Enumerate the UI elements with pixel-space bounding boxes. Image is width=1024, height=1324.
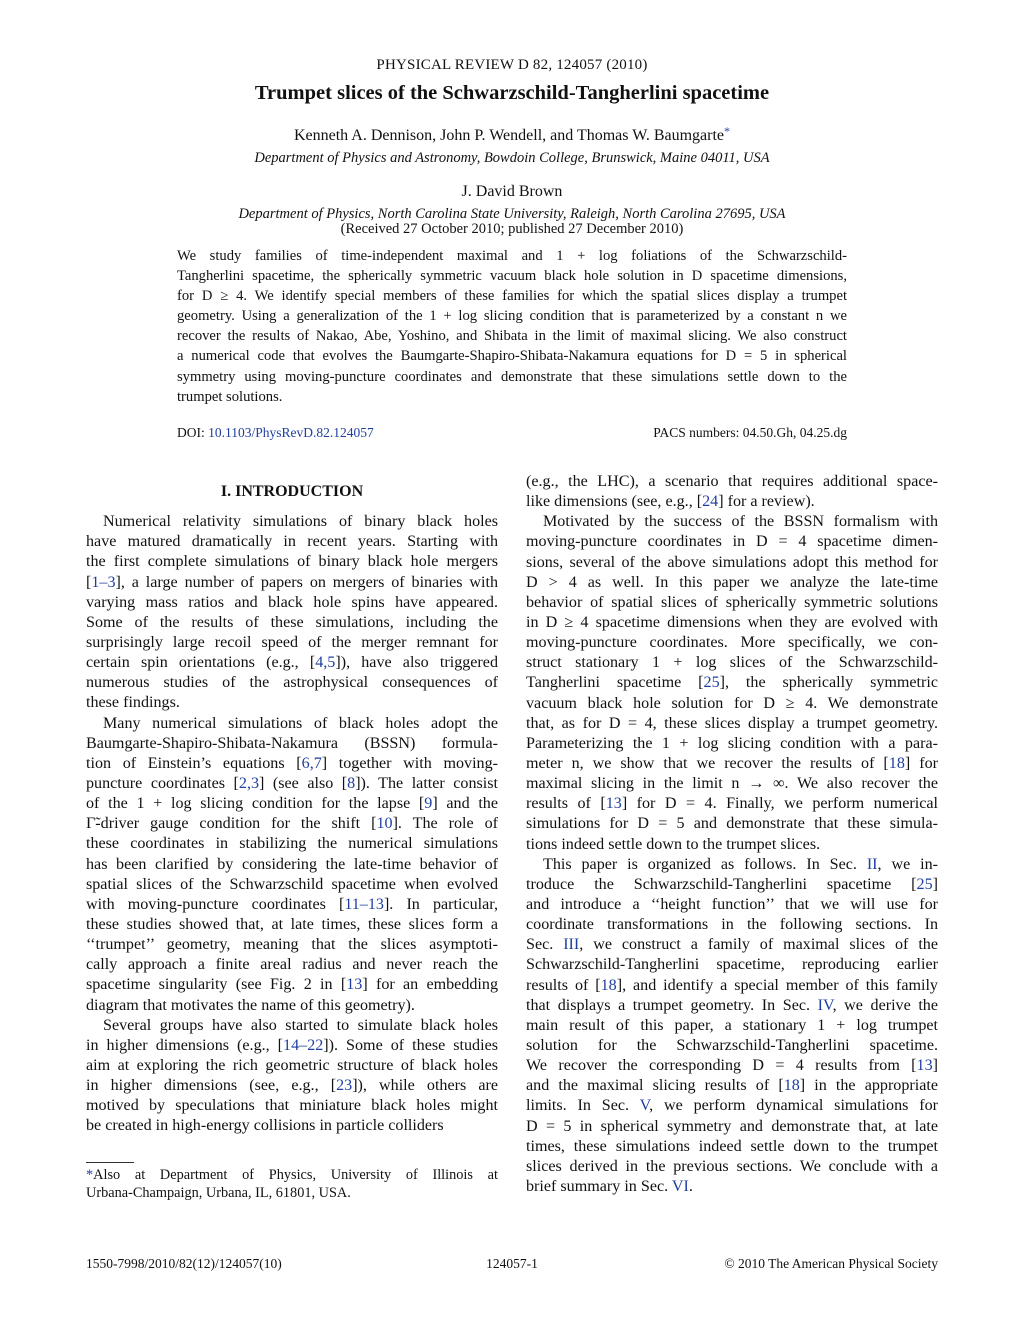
text-line: results of [13] for D = 4. Finally, we perform numerical bbox=[526, 795, 938, 813]
text-line: We study families of time-independent maximal and 1 + log foliations of the Schwarzschild- bbox=[177, 248, 847, 264]
paragraph bbox=[526, 855, 938, 1197]
abstract bbox=[177, 246, 847, 407]
text-line: these studies showed that, at late times, these slices form a bbox=[86, 915, 498, 933]
text-line: *Also at Department of Physics, University of Illinois at bbox=[86, 1167, 498, 1183]
text-line: these findings. bbox=[86, 694, 180, 712]
text-line: has been clarified by considering the late-time behavior of bbox=[86, 855, 498, 873]
text-line: Parameterizing the 1 + log slicing condition with a para- bbox=[526, 734, 938, 752]
text-line: geometry. Using a generalization of the 1 + log slicing condition that is parameterized by a constant n we bbox=[177, 308, 847, 325]
text-line: be created in high-energy collisions in particle colliders bbox=[86, 1117, 444, 1135]
text-line: and the maximal slicing results of [18] in the appropriate bbox=[526, 1077, 938, 1095]
text-line: (e.g., the LHC), a scenario that requires additional space- bbox=[526, 473, 938, 490]
text-line: certain spin orientations (e.g., [4,5]), have also triggered bbox=[86, 654, 498, 672]
section-heading: I. INTRODUCTION bbox=[220, 483, 364, 500]
text-line: slices derived in the previous sections. We conclude with a bbox=[526, 1157, 938, 1175]
text-line: for D ≥ 4. We identify special members of these families for which the spatial slices display a trumpet bbox=[177, 288, 847, 305]
received-dates: (Received 27 October 2010; published 27 December 2010) bbox=[340, 221, 684, 237]
text-line: We recover the corresponding D = 4 results from [13] bbox=[526, 1057, 938, 1075]
left-column bbox=[86, 472, 498, 1137]
issn-code: 1550-7998/2010/82(12)/124057(10) bbox=[86, 1256, 282, 1271]
text-line: Numerical relativity simulations of binary black holes bbox=[103, 513, 498, 531]
footnote bbox=[86, 1166, 498, 1202]
text-line: Γ̃-driver gauge condition for the shift [10]. The role of bbox=[86, 815, 498, 833]
text-line: vacuum black hole solution for D ≥ 4. We demonstrate bbox=[526, 694, 938, 712]
text-line: puncture coordinates [2,3] (see also [8]). The latter consist bbox=[86, 774, 498, 792]
footnote-divider bbox=[86, 1162, 134, 1163]
text-line: Urbana-Champaign, Urbana, IL, 61801, USA. bbox=[86, 1185, 351, 1201]
author-list-1 bbox=[0, 124, 1024, 145]
text-line: Schwarzschild-Tangherlini spacetime, reproducing earlier bbox=[526, 956, 938, 974]
text-line: Tangherlini spacetime [25], the spherically symmetric bbox=[526, 674, 938, 692]
text-line: recover the results of Nakao, Abe, Yoshino, and Shibata in the limit of maximal slicing. We also construct bbox=[177, 328, 847, 345]
paragraph bbox=[86, 512, 498, 713]
text-line: in D ≥ 4 spacetime dimensions when they are evolved with bbox=[526, 613, 938, 631]
text-line: like dimensions (see, e.g., [24] for a review). bbox=[526, 493, 815, 511]
text-line: ‘‘trumpet’’ geometry, meaning that the slices asymptoti- bbox=[86, 936, 498, 954]
doi-label: DOI: bbox=[177, 425, 205, 440]
text-line: solution for the Schwarzschild-Tangherlini spacetime. bbox=[526, 1036, 938, 1054]
text-line: varying mass ratios and black hole spins have appeared. bbox=[86, 593, 498, 611]
text-line: This paper is organized as follows. In Sec. II, we in- bbox=[543, 855, 938, 873]
copyright: © 2010 The American Physical Society bbox=[724, 1256, 938, 1271]
text-line: [1–3], a large number of papers on mergers of binaries with bbox=[86, 573, 498, 591]
affiliation-2: Department of Physics, North Carolina State University, Raleigh, North Carolina 27695, USA bbox=[238, 206, 786, 222]
text-line: motived by speculations that miniature black holes might bbox=[86, 1097, 498, 1115]
text-line: coordinate transformations in the following sections. In bbox=[526, 916, 938, 934]
author-list-2: J. David Brown bbox=[461, 183, 563, 200]
text-line: struct stationary 1 + log slices of the Schwarzschild- bbox=[526, 654, 938, 672]
text-line: moving-puncture coordinates. More specifically, we con- bbox=[526, 634, 938, 652]
text-line: a numerical code that evolves the Baumgarte-Shapiro-Shibata-Nakamura equations for D = 5 in spherical bbox=[177, 348, 847, 365]
text-line: meter n, we show that we recover the results of [18] for bbox=[526, 754, 938, 772]
text-line: diagram that motivates the name of this geometry). bbox=[86, 996, 415, 1014]
text-line: Several groups have also started to simulate black holes bbox=[103, 1016, 498, 1034]
pacs-numbers: PACS numbers: 04.50.Gh, 04.25.dg bbox=[653, 425, 847, 440]
paragraph bbox=[86, 1016, 498, 1137]
page-number: 124057-1 bbox=[486, 1256, 538, 1271]
text-line: numerous studies of the astrophysical consequences of bbox=[86, 674, 498, 692]
text-line: in higher dimensions (e.g., [14–22]). Some of these studies bbox=[86, 1036, 498, 1054]
text-line: moving-puncture coordinates in D = 4 spacetime dimen- bbox=[526, 533, 938, 551]
text-line: tions indeed settle down to the trumpet slices. bbox=[526, 835, 821, 853]
text-line: these coordinates in stabilizing the numerical simulations bbox=[86, 835, 498, 853]
text-line: results of [18], and identify a special member of this family bbox=[526, 976, 938, 994]
journal-header: PHYSICAL REVIEW D 82, 124057 (2010) bbox=[376, 57, 648, 73]
affiliation-1: Department of Physics and Astronomy, Bowdoin College, Brunswick, Maine 04011, USA bbox=[254, 150, 770, 166]
text-line: Tangherlini spacetime, the spherically symmetric vacuum black hole solution in D spacetime dimensions, bbox=[177, 268, 847, 285]
text-line: spatial slices of the Schwarzschild spacetime when evolved bbox=[86, 875, 498, 893]
text-line: symmetry using moving-puncture coordinates and demonstrate that these simulations settle down to the bbox=[177, 368, 847, 385]
text-line: that, as for D = 4, these slices display a trumpet geometry. bbox=[526, 714, 938, 732]
text-line: aim at exploring the rich geometric structure of black holes bbox=[86, 1056, 498, 1074]
text-line: that displays a trumpet geometry. In Sec. IV, we derive the bbox=[526, 996, 938, 1014]
text-line: D = 5 in spherical symmetry and demonstrate that, at late bbox=[526, 1117, 938, 1135]
text-line: the first complete simulations of binary black hole mergers bbox=[86, 553, 498, 571]
paragraph bbox=[526, 472, 938, 512]
doi-line bbox=[177, 425, 374, 441]
paragraph bbox=[526, 512, 938, 854]
text-line: Baumgarte-Shapiro-Shibata-Nakamura (BSSN) formula- bbox=[86, 734, 498, 752]
text-line: in higher dimensions (see, e.g., [23]), while others are bbox=[86, 1077, 499, 1095]
text-line: cally approach a finite areal radius and never reach the bbox=[86, 956, 498, 974]
paper-title: Trumpet slices of the Schwarzschild-Tangherlini spacetime bbox=[254, 82, 770, 104]
text-line: brief summary in Sec. VI. bbox=[526, 1177, 693, 1195]
text-line: Some of the results of these simulations, including the bbox=[86, 613, 498, 631]
text-line: Sec. III, we construct a family of maximal slices of the bbox=[526, 936, 938, 954]
doi-link[interactable]: 10.1103/PhysRevD.82.124057 bbox=[208, 425, 374, 440]
paragraph bbox=[86, 714, 498, 1016]
text-line: limits. In Sec. V, we perform dynamical simulations for bbox=[526, 1097, 938, 1115]
text-line: behavior of spatial slices of spherically symmetric solutions bbox=[526, 593, 938, 611]
author-footnote-mark[interactable]: * bbox=[724, 124, 731, 138]
text-line: simulations for D = 5 and demonstrate that these simula- bbox=[526, 815, 938, 833]
text-line: spacetime singularity (see Fig. 2 in [13] for an embedding bbox=[86, 976, 498, 994]
authors-names: Kenneth A. Dennison, John P. Wendell, and Thomas W. Baumgarte bbox=[293, 127, 725, 144]
text-line: and introduce a ‘‘height function’’ that we will use for bbox=[526, 895, 938, 913]
text-line: trumpet solutions. bbox=[177, 388, 283, 405]
text-line: with moving-puncture coordinates [11–13]. In particular, bbox=[86, 895, 498, 913]
text-line: D > 4 as well. In this paper we analyze the late-time bbox=[526, 573, 938, 591]
text-line: have matured dramatically in recent years. Starting with bbox=[86, 533, 498, 551]
text-line: tion of Einstein’s equations [6,7] together with moving- bbox=[86, 754, 499, 772]
text-line: times, these simulations indeed settle down to the trumpet bbox=[526, 1137, 938, 1155]
text-line: of the 1 + log slicing condition for the lapse [9] and the bbox=[86, 795, 498, 813]
text-line: troduce the Schwarzschild-Tangherlini spacetime [25] bbox=[526, 875, 938, 893]
text-line: Many numerical simulations of black holes adopt the bbox=[103, 714, 498, 732]
text-line: maximal slicing in the limit n → ∞. We also recover the bbox=[526, 775, 938, 793]
text-line: main result of this paper, a stationary 1 + log trumpet bbox=[526, 1016, 938, 1034]
right-column bbox=[526, 472, 938, 1197]
text-line: sions, several of the above simulations adopt this method for bbox=[526, 553, 938, 571]
text-line: Motivated by the success of the BSSN formalism with bbox=[543, 513, 938, 531]
text-line: surprisingly large recoil speed of the merger remnant for bbox=[86, 633, 498, 651]
